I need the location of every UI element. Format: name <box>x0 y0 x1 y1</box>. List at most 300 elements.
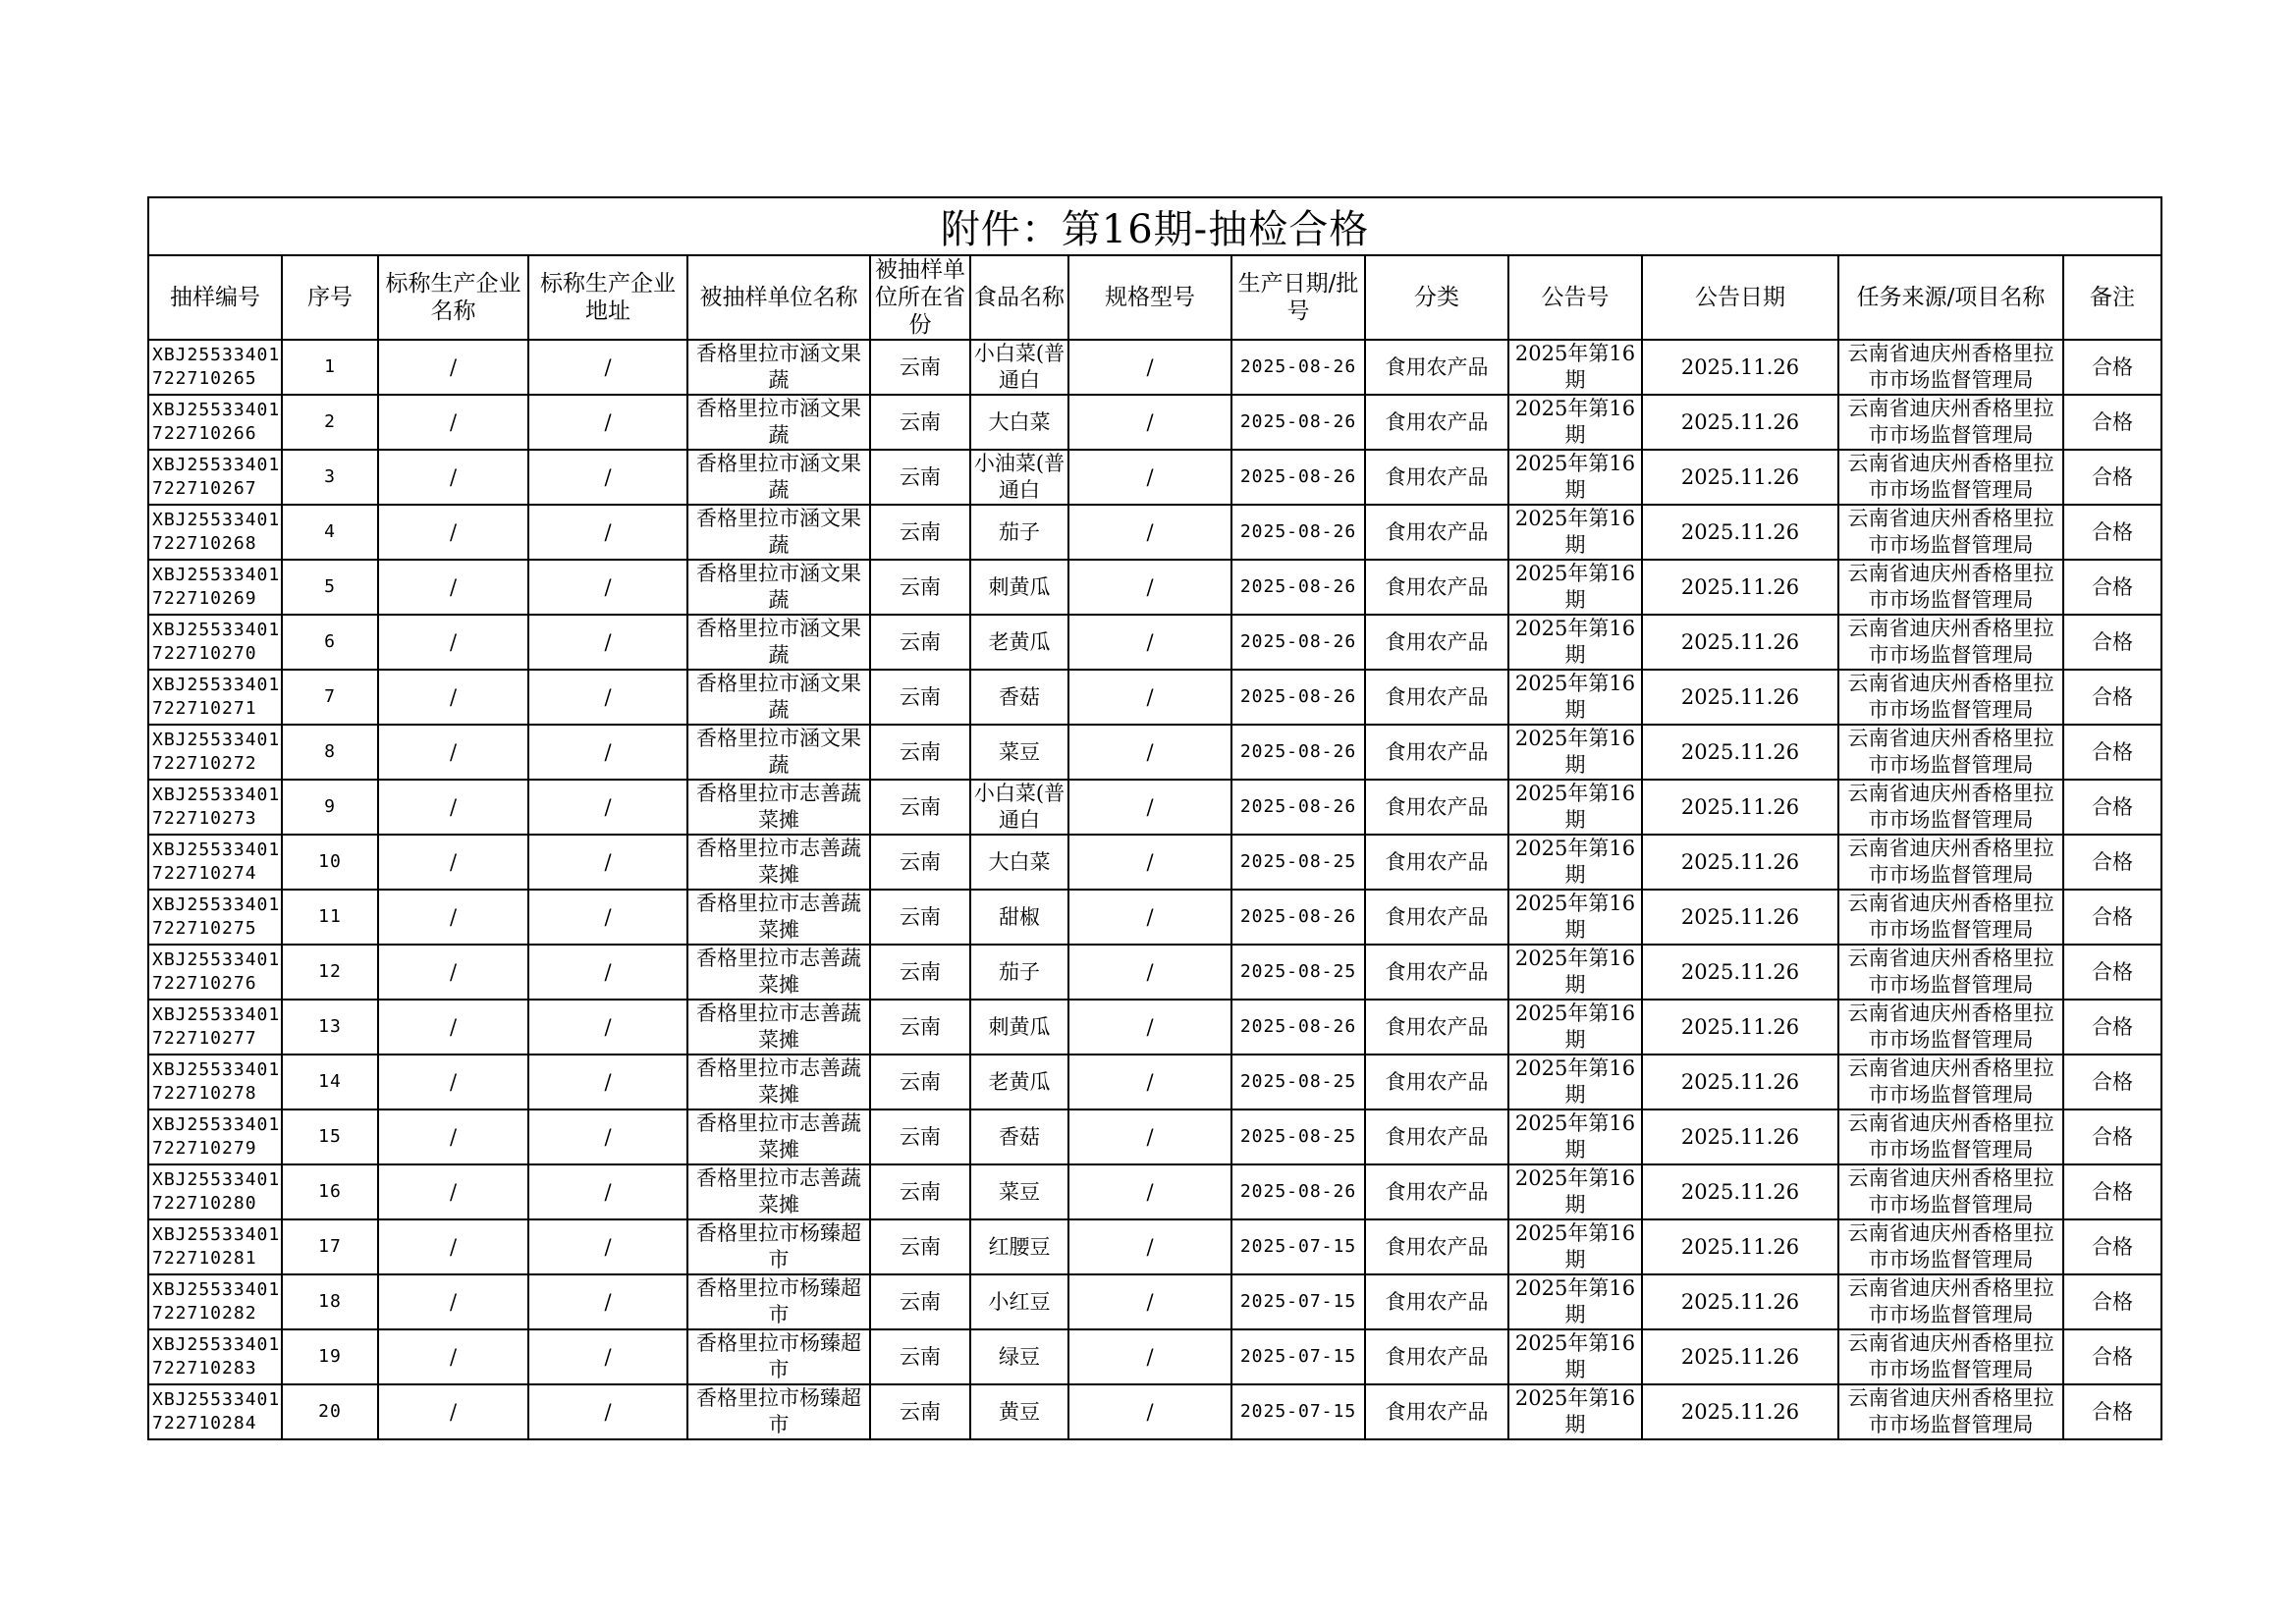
cell-production-date-text: 2025-08-26 <box>1239 1016 1357 1037</box>
cell-notice-no-text: 2025年第16期 <box>1514 397 1636 447</box>
cell-task-source-text: 云南省迪庆州香格里拉市市场监督管理局 <box>1847 837 2054 887</box>
cell-task-source <box>1838 890 2063 945</box>
cell-notice-no <box>1508 1164 1642 1219</box>
cell-production-date-text: 2025-08-26 <box>1239 411 1357 432</box>
cell-spec-model <box>1068 450 1231 505</box>
cell-sample-code <box>148 1109 282 1164</box>
cell-serial-no-text: 16 <box>318 1181 342 1202</box>
table-row <box>148 560 2161 615</box>
cell-sampled-unit <box>687 780 870 835</box>
cell-maker-address-text: / <box>604 794 612 819</box>
cell-remark-text: 合格 <box>2092 1289 2133 1314</box>
cell-spec-model <box>1068 835 1231 890</box>
cell-food-name-text: 香菇 <box>999 1124 1040 1149</box>
cell-notice-date-text: 2025.11.26 <box>1680 1069 1800 1094</box>
cell-maker-address <box>528 835 687 890</box>
cell-sample-code-text: XBJ25533401722710274 <box>152 839 281 884</box>
cell-province <box>870 725 970 780</box>
cell-sample-code-text: XBJ25533401722710270 <box>152 620 281 664</box>
cell-sample-code-text: XBJ25533401722710275 <box>152 894 281 939</box>
cell-maker-name-text: / <box>449 354 458 379</box>
cell-maker-name-text: / <box>449 1234 458 1259</box>
cell-task-source-text: 云南省迪庆州香格里拉市市场监督管理局 <box>1847 452 2054 502</box>
cell-sample-code-text: XBJ25533401722710266 <box>152 400 281 444</box>
cell-remark-text: 合格 <box>2092 959 2133 984</box>
cell-category-text: 食用农产品 <box>1385 464 1489 489</box>
header-food-name: 食品名称 <box>970 255 1068 340</box>
cell-category-text: 食用农产品 <box>1385 629 1489 654</box>
table-row <box>148 1164 2161 1219</box>
cell-notice-no <box>1508 1219 1642 1274</box>
cell-maker-name-text: / <box>449 794 458 819</box>
cell-production-date <box>1231 1000 1365 1055</box>
table-row <box>148 1109 2161 1164</box>
cell-serial-no-text: 13 <box>318 1016 342 1037</box>
cell-serial-no-text: 15 <box>318 1126 342 1147</box>
cell-sample-code <box>148 835 282 890</box>
cell-task-source <box>1838 615 2063 670</box>
cell-serial-no-text: 7 <box>324 686 336 707</box>
cell-production-date <box>1231 1329 1365 1384</box>
cell-serial-no <box>282 1384 378 1439</box>
cell-sampled-unit-text: 香格里拉市志善蔬菜摊 <box>696 837 861 887</box>
cell-province-text: 云南 <box>900 739 941 764</box>
cell-notice-date-text: 2025.11.26 <box>1680 464 1800 489</box>
cell-remark <box>2063 395 2161 450</box>
cell-province <box>870 450 970 505</box>
cell-sampled-unit <box>687 945 870 1000</box>
cell-sampled-unit-text: 香格里拉市涵文果蔬 <box>696 452 861 502</box>
cell-maker-address-text: / <box>604 1344 612 1369</box>
cell-province <box>870 1164 970 1219</box>
cell-sampled-unit-text: 香格里拉市涵文果蔬 <box>696 562 861 612</box>
cell-notice-no-text: 2025年第16期 <box>1514 1001 1636 1052</box>
cell-maker-address <box>528 1109 687 1164</box>
cell-maker-address <box>528 890 687 945</box>
cell-remark-text: 合格 <box>2092 739 2133 764</box>
cell-notice-no <box>1508 1055 1642 1109</box>
cell-maker-address-text: / <box>604 464 612 489</box>
cell-food-name <box>970 450 1068 505</box>
table-row <box>148 890 2161 945</box>
cell-notice-date <box>1642 450 1838 505</box>
cell-notice-no-text: 2025年第16期 <box>1514 1221 1636 1271</box>
cell-category <box>1365 1384 1508 1439</box>
cell-food-name-text: 老黄瓜 <box>988 629 1051 654</box>
cell-notice-no-text: 2025年第16期 <box>1514 1276 1636 1326</box>
cell-sample-code <box>148 1164 282 1219</box>
cell-production-date-text: 2025-08-25 <box>1239 1071 1357 1092</box>
cell-serial-no <box>282 670 378 725</box>
table-row <box>148 670 2161 725</box>
cell-remark <box>2063 1164 2161 1219</box>
cell-maker-address-text: / <box>604 1289 612 1314</box>
table-row <box>148 725 2161 780</box>
cell-sample-code <box>148 890 282 945</box>
cell-province-text: 云南 <box>900 1399 941 1424</box>
cell-task-source-text: 云南省迪庆州香格里拉市市场监督管理局 <box>1847 1001 2054 1052</box>
cell-sample-code <box>148 725 282 780</box>
cell-notice-date-text: 2025.11.26 <box>1680 409 1800 434</box>
cell-remark-text: 合格 <box>2092 1344 2133 1369</box>
cell-province <box>870 890 970 945</box>
cell-task-source <box>1838 1384 2063 1439</box>
cell-spec-model <box>1068 505 1231 560</box>
cell-serial-no-text: 20 <box>318 1401 342 1422</box>
cell-spec-model-text: / <box>1146 849 1154 874</box>
cell-province <box>870 1274 970 1329</box>
cell-remark-text: 合格 <box>2092 1179 2133 1204</box>
header-sample-code: 抽样编号 <box>148 255 282 340</box>
cell-food-name-text: 小油菜(普通白 <box>973 452 1066 502</box>
cell-maker-name-text: / <box>449 684 458 709</box>
cell-notice-date-text: 2025.11.26 <box>1680 1289 1800 1314</box>
cell-notice-date <box>1642 1384 1838 1439</box>
cell-sampled-unit <box>687 340 870 395</box>
cell-maker-address-text: / <box>604 1124 612 1149</box>
cell-remark <box>2063 615 2161 670</box>
cell-notice-no <box>1508 835 1642 890</box>
header-maker-name: 标称生产企业名称 <box>378 255 528 340</box>
cell-spec-model-text: / <box>1146 1344 1154 1369</box>
cell-food-name <box>970 1000 1068 1055</box>
cell-notice-date-text: 2025.11.26 <box>1680 904 1800 929</box>
cell-notice-no <box>1508 505 1642 560</box>
cell-maker-name <box>378 890 528 945</box>
inspection-results-table <box>147 196 2162 1440</box>
cell-production-date-text: 2025-08-26 <box>1239 521 1357 542</box>
cell-serial-no <box>282 835 378 890</box>
cell-province <box>870 560 970 615</box>
cell-notice-no <box>1508 1274 1642 1329</box>
cell-serial-no-text: 3 <box>324 466 336 487</box>
cell-sampled-unit-text: 香格里拉市杨臻超市 <box>696 1331 861 1381</box>
cell-maker-address-text: / <box>604 1399 612 1424</box>
cell-spec-model <box>1068 1219 1231 1274</box>
cell-sampled-unit-text: 香格里拉市志善蔬菜摊 <box>696 782 861 832</box>
cell-province <box>870 945 970 1000</box>
cell-serial-no-text: 12 <box>318 961 342 982</box>
cell-maker-name <box>378 340 528 395</box>
cell-notice-date <box>1642 835 1838 890</box>
cell-sample-code <box>148 340 282 395</box>
cell-task-source <box>1838 340 2063 395</box>
cell-maker-address-text: / <box>604 1234 612 1259</box>
cell-sampled-unit <box>687 1000 870 1055</box>
cell-province <box>870 670 970 725</box>
cell-notice-date-text: 2025.11.26 <box>1680 1014 1800 1039</box>
cell-maker-name <box>378 1219 528 1274</box>
header-row <box>148 255 2161 340</box>
cell-production-date <box>1231 780 1365 835</box>
cell-sample-code-text: XBJ25533401722710282 <box>152 1279 281 1324</box>
cell-production-date-text: 2025-07-15 <box>1239 1291 1357 1312</box>
cell-category-text: 食用农产品 <box>1385 354 1489 379</box>
cell-notice-date <box>1642 1000 1838 1055</box>
cell-food-name <box>970 780 1068 835</box>
cell-maker-name-text: / <box>449 1124 458 1149</box>
cell-food-name <box>970 835 1068 890</box>
cell-category-text: 食用农产品 <box>1385 1399 1489 1424</box>
cell-maker-address-text: / <box>604 959 612 984</box>
cell-maker-name <box>378 1109 528 1164</box>
table-row <box>148 1329 2161 1384</box>
cell-sampled-unit <box>687 560 870 615</box>
cell-serial-no <box>282 615 378 670</box>
cell-spec-model <box>1068 560 1231 615</box>
cell-maker-address <box>528 945 687 1000</box>
cell-task-source <box>1838 450 2063 505</box>
cell-province-text: 云南 <box>900 629 941 654</box>
cell-production-date-text: 2025-08-26 <box>1239 741 1357 762</box>
cell-notice-date-text: 2025.11.26 <box>1680 1344 1800 1369</box>
cell-category-text: 食用农产品 <box>1385 1124 1489 1149</box>
cell-production-date <box>1231 945 1365 1000</box>
cell-spec-model-text: / <box>1146 629 1154 654</box>
cell-production-date-text: 2025-08-26 <box>1239 906 1357 927</box>
cell-notice-date-text: 2025.11.26 <box>1680 1399 1800 1424</box>
cell-maker-address <box>528 1329 687 1384</box>
cell-province <box>870 1219 970 1274</box>
cell-maker-name-text: / <box>449 959 458 984</box>
cell-province-text: 云南 <box>900 794 941 819</box>
table-row <box>148 780 2161 835</box>
cell-notice-date <box>1642 945 1838 1000</box>
cell-spec-model <box>1068 395 1231 450</box>
cell-food-name <box>970 890 1068 945</box>
cell-notice-date <box>1642 340 1838 395</box>
cell-spec-model <box>1068 780 1231 835</box>
cell-maker-name-text: / <box>449 1179 458 1204</box>
cell-maker-name <box>378 1000 528 1055</box>
cell-sampled-unit <box>687 1164 870 1219</box>
cell-task-source <box>1838 395 2063 450</box>
cell-production-date-text: 2025-08-25 <box>1239 1126 1357 1147</box>
cell-notice-date-text: 2025.11.26 <box>1680 354 1800 379</box>
cell-food-name <box>970 945 1068 1000</box>
cell-sample-code <box>148 1000 282 1055</box>
cell-maker-address <box>528 395 687 450</box>
cell-province-text: 云南 <box>900 574 941 599</box>
cell-production-date <box>1231 1109 1365 1164</box>
cell-maker-name <box>378 670 528 725</box>
cell-category-text: 食用农产品 <box>1385 794 1489 819</box>
cell-serial-no <box>282 340 378 395</box>
cell-maker-address <box>528 560 687 615</box>
cell-notice-date <box>1642 505 1838 560</box>
cell-production-date <box>1231 1219 1365 1274</box>
cell-production-date-text: 2025-08-26 <box>1239 466 1357 487</box>
cell-sample-code-text: XBJ25533401722710276 <box>152 949 281 994</box>
cell-sample-code-text: XBJ25533401722710283 <box>152 1334 281 1379</box>
cell-production-date-text: 2025-07-15 <box>1239 1236 1357 1257</box>
cell-task-source-text: 云南省迪庆州香格里拉市市场监督管理局 <box>1847 892 2054 942</box>
cell-province <box>870 1329 970 1384</box>
cell-sample-code-text: XBJ25533401722710273 <box>152 784 281 829</box>
cell-serial-no-text: 8 <box>324 741 336 762</box>
cell-province <box>870 1055 970 1109</box>
cell-maker-name <box>378 1164 528 1219</box>
cell-food-name <box>970 1329 1068 1384</box>
cell-sample-code <box>148 1274 282 1329</box>
cell-sampled-unit-text: 香格里拉市涵文果蔬 <box>696 672 861 722</box>
cell-maker-name <box>378 780 528 835</box>
cell-maker-name-text: / <box>449 1014 458 1039</box>
cell-spec-model-text: / <box>1146 1179 1154 1204</box>
cell-food-name-text: 刺黄瓜 <box>988 574 1051 599</box>
cell-spec-model-text: / <box>1146 1289 1154 1314</box>
header-category: 分类 <box>1365 255 1508 340</box>
cell-serial-no-text: 19 <box>318 1346 342 1367</box>
cell-maker-name-text: / <box>449 464 458 489</box>
cell-serial-no-text: 1 <box>324 356 336 377</box>
cell-food-name <box>970 1164 1068 1219</box>
cell-notice-date-text: 2025.11.26 <box>1680 959 1800 984</box>
cell-remark-text: 合格 <box>2092 354 2133 379</box>
cell-maker-name-text: / <box>449 574 458 599</box>
cell-production-date-text: 2025-08-25 <box>1239 961 1357 982</box>
cell-notice-date <box>1642 1219 1838 1274</box>
cell-food-name <box>970 725 1068 780</box>
cell-food-name <box>970 1274 1068 1329</box>
table-row <box>148 450 2161 505</box>
cell-notice-no-text: 2025年第16期 <box>1514 562 1636 612</box>
cell-maker-address-text: / <box>604 519 612 544</box>
table-row <box>148 1274 2161 1329</box>
cell-category <box>1365 340 1508 395</box>
cell-maker-address-text: / <box>604 849 612 874</box>
cell-province <box>870 505 970 560</box>
cell-notice-date <box>1642 1109 1838 1164</box>
cell-spec-model <box>1068 890 1231 945</box>
cell-category <box>1365 1329 1508 1384</box>
cell-category-text: 食用农产品 <box>1385 849 1489 874</box>
cell-province-text: 云南 <box>900 409 941 434</box>
cell-serial-no-text: 11 <box>318 906 342 927</box>
header-notice-no: 公告号 <box>1508 255 1642 340</box>
cell-notice-no <box>1508 560 1642 615</box>
cell-production-date <box>1231 670 1365 725</box>
cell-sample-code <box>148 615 282 670</box>
cell-remark <box>2063 1109 2161 1164</box>
cell-maker-name-text: / <box>449 629 458 654</box>
cell-sampled-unit <box>687 615 870 670</box>
cell-province-text: 云南 <box>900 519 941 544</box>
cell-province-text: 云南 <box>900 904 941 929</box>
cell-sampled-unit-text: 香格里拉市涵文果蔬 <box>696 617 861 667</box>
cell-notice-date <box>1642 560 1838 615</box>
cell-production-date <box>1231 1055 1365 1109</box>
cell-remark-text: 合格 <box>2092 464 2133 489</box>
cell-notice-no-text: 2025年第16期 <box>1514 507 1636 557</box>
cell-sampled-unit <box>687 1329 870 1384</box>
cell-serial-no <box>282 1274 378 1329</box>
cell-sampled-unit <box>687 1384 870 1439</box>
cell-category <box>1365 1219 1508 1274</box>
cell-maker-address-text: / <box>604 1069 612 1094</box>
cell-food-name <box>970 505 1068 560</box>
cell-food-name-text: 菜豆 <box>999 739 1040 764</box>
cell-production-date <box>1231 395 1365 450</box>
cell-sampled-unit-text: 香格里拉市杨臻超市 <box>696 1386 861 1436</box>
cell-notice-date-text: 2025.11.26 <box>1680 519 1800 544</box>
cell-task-source <box>1838 1109 2063 1164</box>
cell-serial-no <box>282 505 378 560</box>
cell-sample-code-text: XBJ25533401722710280 <box>152 1169 281 1214</box>
cell-food-name <box>970 1219 1068 1274</box>
cell-maker-address <box>528 505 687 560</box>
cell-maker-name-text: / <box>449 1289 458 1314</box>
cell-production-date <box>1231 560 1365 615</box>
cell-maker-address <box>528 1055 687 1109</box>
cell-production-date <box>1231 725 1365 780</box>
cell-food-name <box>970 1055 1068 1109</box>
cell-food-name <box>970 1384 1068 1439</box>
cell-category-text: 食用农产品 <box>1385 574 1489 599</box>
cell-category-text: 食用农产品 <box>1385 684 1489 709</box>
cell-serial-no <box>282 1000 378 1055</box>
cell-category <box>1365 615 1508 670</box>
cell-remark-text: 合格 <box>2092 409 2133 434</box>
cell-serial-no-text: 9 <box>324 796 336 817</box>
cell-spec-model-text: / <box>1146 574 1154 599</box>
cell-maker-address <box>528 1164 687 1219</box>
cell-sampled-unit-text: 香格里拉市志善蔬菜摊 <box>696 1001 861 1052</box>
cell-sample-code <box>148 1219 282 1274</box>
table-row <box>148 1219 2161 1274</box>
cell-sample-code <box>148 1329 282 1384</box>
cell-category <box>1365 890 1508 945</box>
cell-spec-model <box>1068 1274 1231 1329</box>
table-row <box>148 945 2161 1000</box>
cell-province-text: 云南 <box>900 1179 941 1204</box>
cell-remark-text: 合格 <box>2092 794 2133 819</box>
cell-maker-address-text: / <box>604 574 612 599</box>
cell-maker-address-text: / <box>604 684 612 709</box>
table-body <box>148 340 2161 1439</box>
cell-production-date <box>1231 340 1365 395</box>
cell-province <box>870 780 970 835</box>
cell-province <box>870 1384 970 1439</box>
cell-food-name-text: 刺黄瓜 <box>988 1014 1051 1039</box>
cell-sample-code <box>148 560 282 615</box>
cell-spec-model <box>1068 1055 1231 1109</box>
cell-notice-no <box>1508 615 1642 670</box>
cell-notice-no-text: 2025年第16期 <box>1514 1386 1636 1436</box>
cell-spec-model-text: / <box>1146 904 1154 929</box>
table-row <box>148 1384 2161 1439</box>
cell-province-text: 云南 <box>900 1289 941 1314</box>
cell-remark-text: 合格 <box>2092 1399 2133 1424</box>
cell-remark-text: 合格 <box>2092 1124 2133 1149</box>
cell-sample-code-text: XBJ25533401722710269 <box>152 565 281 609</box>
cell-serial-no-text: 10 <box>318 851 342 872</box>
cell-task-source <box>1838 1000 2063 1055</box>
cell-notice-no <box>1508 725 1642 780</box>
cell-province-text: 云南 <box>900 959 941 984</box>
cell-task-source <box>1838 945 2063 1000</box>
cell-notice-no <box>1508 1109 1642 1164</box>
cell-food-name-text: 红腰豆 <box>988 1234 1051 1259</box>
cell-remark <box>2063 1000 2161 1055</box>
cell-category-text: 食用农产品 <box>1385 1069 1489 1094</box>
cell-spec-model <box>1068 670 1231 725</box>
cell-category-text: 食用农产品 <box>1385 409 1489 434</box>
cell-maker-address <box>528 1219 687 1274</box>
cell-maker-address-text: / <box>604 409 612 434</box>
cell-maker-name-text: / <box>449 904 458 929</box>
cell-category <box>1365 670 1508 725</box>
